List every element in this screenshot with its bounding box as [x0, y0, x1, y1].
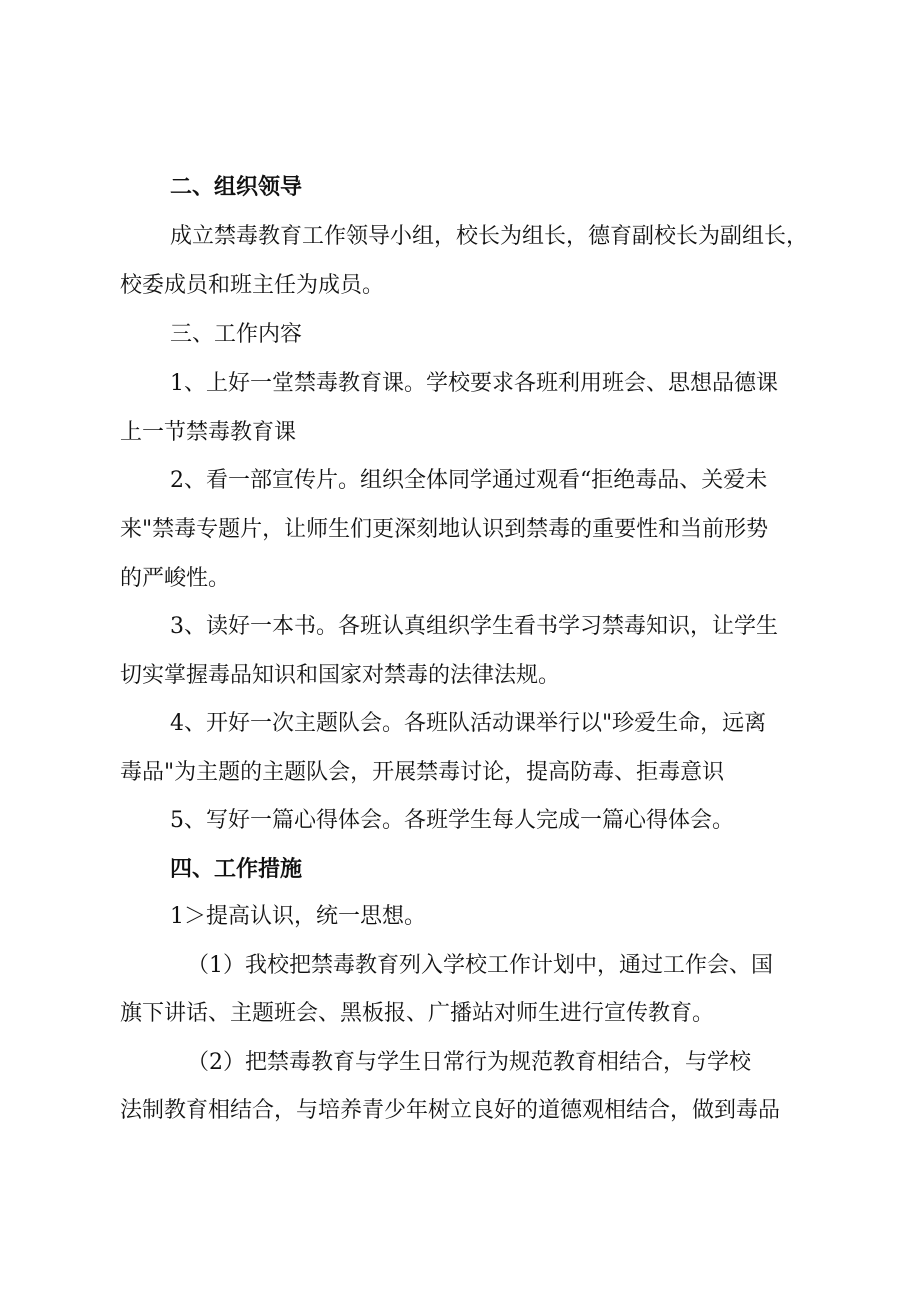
section-heading-measures: 四、工作措施 — [170, 856, 303, 882]
paragraph-line: 旗下讲话、主题班会、黑板报、广播站对师生进行宣传教育。 — [120, 1001, 715, 1026]
paragraph-line: 上一节禁毒教育课 — [120, 420, 297, 445]
paragraph-line: 4、开好一次主题队会。各班队活动课举行以"珍爱生命，远离 — [170, 711, 767, 736]
paragraph-line: （1）我校把禁毒教育列入学校工作计划中，通过工作会、国 — [187, 953, 773, 978]
paragraph-line: 切实掌握毒品知识和国家对禁毒的法律法规。 — [120, 663, 561, 688]
paragraph-line: 1＞提高认识，统一思想。 — [170, 904, 426, 929]
paragraph-line: 校委成员和班主任为成员。 — [120, 273, 385, 298]
paragraph-line: 5、写好一篇心得体会。各班学生每人完成一篇心得体会。 — [170, 808, 734, 833]
paragraph-line: 来"禁毒专题片，让师生们更深刻地认识到禁毒的重要性和当前形势 — [120, 517, 769, 542]
paragraph-line: 1、上好一堂禁毒教育课。学校要求各班利用班会、思想品德课 — [170, 371, 778, 396]
paragraph-line: 的严峻性。 — [120, 566, 231, 591]
section-heading-content: 三、工作内容 — [170, 322, 303, 347]
paragraph-line: （2）把禁毒教育与学生日常行为规范教育相结合，与学校 — [187, 1050, 751, 1075]
paragraph-line: 法制教育相结合，与培养青少年树立良好的道德观相结合，做到毒品 — [120, 1098, 781, 1123]
paragraph-line: 2、看一部宣传片。组织全体同学通过观看“拒绝毒品、关爱未 — [170, 468, 768, 493]
section-heading-organization: 二、组织领导 — [170, 174, 303, 200]
paragraph-line: 毒品"为主题的主题队会，开展禁毒讨论，提高防毒、拒毒意识 — [120, 760, 725, 785]
paragraph-line: 3、读好一本书。各班认真组织学生看书学习禁毒知识，让学生 — [170, 614, 778, 639]
paragraph-line: 成立禁毒教育工作领导小组，校长为组长，德育副校长为副组长， — [170, 224, 809, 249]
